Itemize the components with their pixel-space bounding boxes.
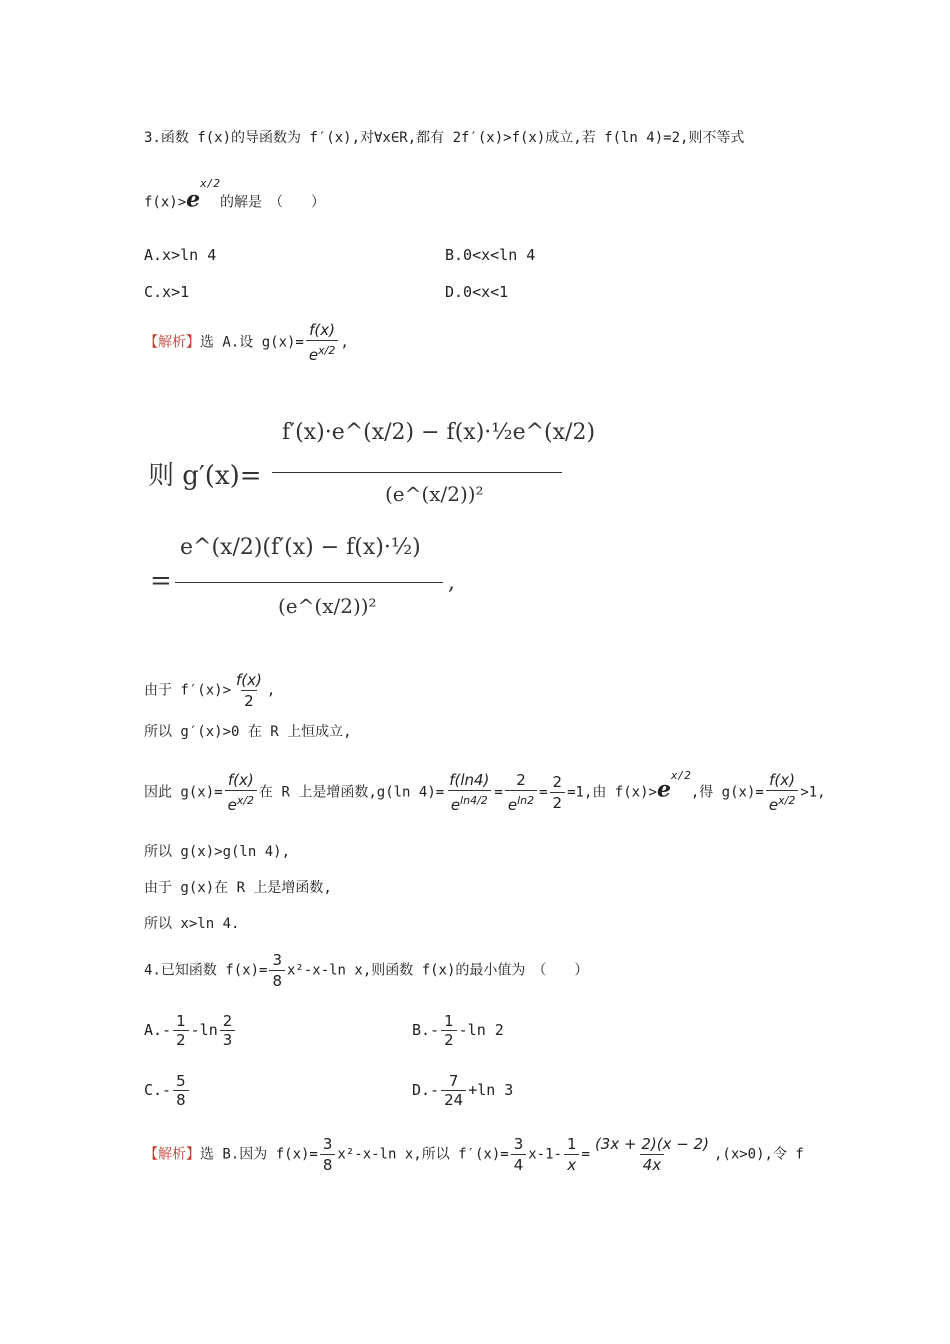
g-ln4-fraction: $\frac{f(\ln 4)}{e^{ln4/2}}$ (449, 771, 490, 814)
deriv2-comma: , (448, 570, 455, 595)
q3-stem-line2 (144, 177, 326, 213)
q3-analysis-line: 【解析】选 A.设 g(x)= $\frac{f(x)}{e^{x/2}}$ , (144, 321, 349, 364)
so2-line: 所以 g(x)>g(ln 4), (144, 844, 291, 860)
deriv2-fraction-bar (175, 582, 443, 583)
analysis-lead: 选 A.设 g(x)= (200, 334, 304, 351)
exp-x-over-2: x/2 (200, 177, 221, 190)
so1-line: 所以 g′(x)>0 在 R 上恒成立, (144, 724, 352, 740)
q3-option-a[interactable]: A.x>ln 4 (144, 246, 217, 264)
deriv2-equals: = (150, 566, 172, 596)
g-fraction-2: $\frac{f(x)}{e^{x/2}}$ (766, 770, 798, 815)
q4-option-d[interactable]: D.- $\frac{7}{24}$ +ln 3 (412, 1072, 514, 1109)
two-over-eln2: $\frac{2}{e^{ln2}}$ (505, 770, 537, 815)
two-over-two: $\frac{2}{2}$ (550, 772, 566, 813)
so3-line: 所以 x>ln 4. (144, 916, 240, 932)
q4-stem: 4.已知函数 f(x)= $\frac{3}{8}$ x²-x-ln x,则函数 f(x)的最小值为 （ ） (144, 951, 589, 990)
hence-line: 因此 g(x)= $\frac{f(x)}{e^{x/2}}$ 在 R 上是增函数,g(ln 4)= $\frac{f(\ln 4)}{e^{ln4/2}}$ = $\frac{2}{e^{ln2}}$ = $\frac{2}{2}$ =1,由 $f(x)>e^{x/2}$,得 g(x)= $\frac{f(x)}{e^{x/2}}$ >1, (144, 768, 826, 814)
q3-option-d[interactable]: D.0<x<1 (445, 283, 509, 301)
fx-over-2: $\frac{f(x)}{2}$ (236, 671, 262, 710)
q3-option-b[interactable]: B.0<x<ln 4 (445, 246, 536, 264)
q3-stem-prefix: f(x)> (144, 194, 187, 211)
deriv-fraction-bar (272, 472, 562, 473)
since2-line: 由于 g(x)在 R 上是增函数, (144, 880, 332, 896)
q4-option-a[interactable]: A.- $\frac{1}{2}$ -ln $\frac{2}{3}$ (144, 1012, 237, 1049)
q4-analysis-line: 【解析】选 B.因为 f(x)= $\frac{3}{8}$ x²-x-ln x,所以 f′(x)= $\frac{3}{4}$ x-1- $\frac{1}{x}$ = $\frac{(3x + 2)(x - 2)}{4x}$ ,(x>0),令 f (144, 1135, 804, 1174)
analysis-tag: 【解析】 (144, 334, 200, 351)
exp-e: e (186, 186, 201, 213)
deriv-denominator: (e^(x/2))² (385, 482, 484, 506)
g-fraction: $\frac{f(x)}{e^{x/2}}$ (225, 770, 257, 815)
since1-line: 由于 f′(x)> $\frac{f(x)}{2}$ , (144, 671, 276, 710)
three-eighths: $\frac{3}{8}$ (269, 950, 285, 991)
deriv2-denominator: (e^(x/2))² (278, 594, 377, 618)
deriv-prefix: 则 g′(x)= (148, 461, 262, 491)
deriv-numerator: f′(x)·e^(x/2) − f(x)·½e^(x/2) (282, 420, 596, 445)
q4-option-b[interactable]: B.- $\frac{1}{2}$ -ln 2 (412, 1012, 504, 1049)
q3-stem-line1: 3.函数 f(x)的导函数为 f′(x),对∀x∈R,都有 2f′(x)>f(x)成立,若 f(ln 4)=2,则不等式 (144, 130, 745, 146)
g-definition-fraction: $\frac{f(x)}{e^{x/2}}$ (306, 320, 338, 365)
q3-stem-suffix: 的解是 （ ） (220, 194, 326, 211)
deriv2-numerator: e^(x/2)(f′(x) − f(x)·½) (180, 535, 421, 560)
q3-option-c[interactable]: C.x>1 (144, 283, 190, 301)
q4-option-c[interactable]: C.- $\frac{5}{8}$ (144, 1072, 191, 1109)
